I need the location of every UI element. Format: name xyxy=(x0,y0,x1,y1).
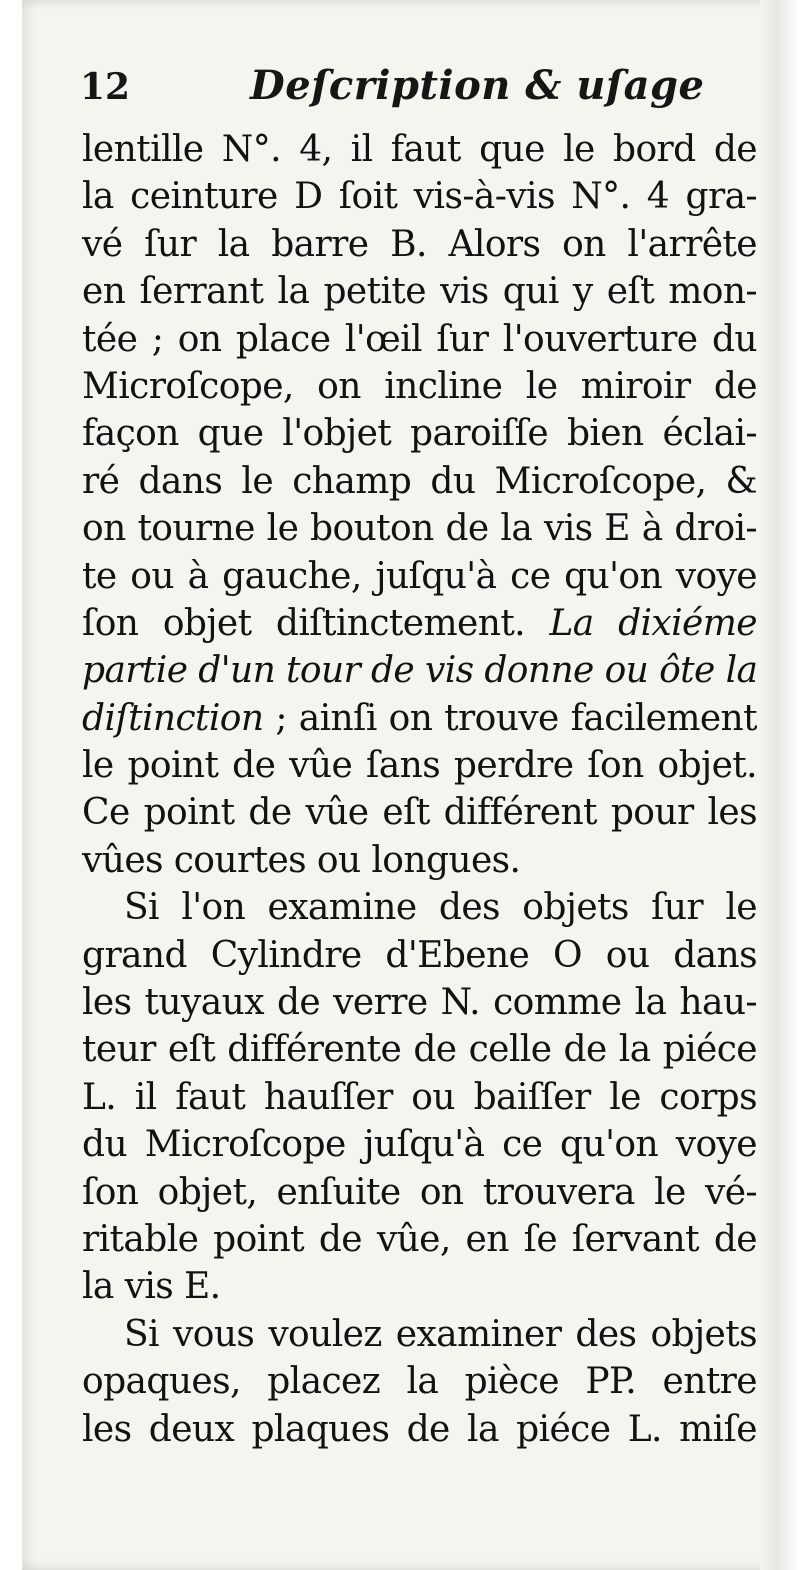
book-page xyxy=(22,0,782,1570)
text-line: en ſerrant la petite vis qui y eſt mon- xyxy=(82,271,757,313)
text-line: le point de vûe ſans perdre ſon objet. xyxy=(82,745,757,787)
italic-text: partie d'un tour de vis donne ou ôte la xyxy=(82,650,757,692)
italic-text: La dixiéme xyxy=(549,602,757,644)
page-edge xyxy=(760,0,800,1570)
text-line: la vis E. xyxy=(82,1266,221,1308)
text-line: façon que l'objet paroiſſe bien éclai- xyxy=(82,413,757,455)
text-line: ſon objet diſtinctement. La dixiéme xyxy=(82,602,757,644)
page-number: 12 xyxy=(80,66,131,108)
text-line: Si vous voulez examiner des objets xyxy=(124,1313,757,1355)
text-line: vé ſur la barre B. Alors on l'arrête xyxy=(82,223,757,265)
text-line: ritable point de vûe, en ſe ſervant de xyxy=(82,1218,757,1260)
text-line: ſon objet, enſuite on trouvera le vé- xyxy=(82,1171,757,1213)
text-line: grand Cylindre d'Ebene O ou dans xyxy=(82,934,757,976)
text-line: Microſcope, on incline le miroir de xyxy=(82,365,757,407)
running-head-title: Deſcription & uſage xyxy=(250,62,705,109)
body-text xyxy=(82,126,757,1453)
text-line: L. il faut hauſſer ou baiſſer le corps xyxy=(82,1076,757,1118)
text-line: lentille N°. 4, il faut que le bord de xyxy=(82,129,757,170)
text-line: les deux plaques de la piéce L. miſe xyxy=(82,1408,757,1450)
italic-text: diſtinction xyxy=(82,697,264,739)
text-line: tée ; on place l'œil ſur l'ouverture du xyxy=(82,318,757,360)
text-line: te ou à gauche, juſqu'à ce qu'on voye xyxy=(82,555,757,597)
text-line: vûes courtes ou longues. xyxy=(82,839,521,881)
text-line: Si l'on examine des objets ſur le xyxy=(124,887,757,929)
text-line: on tourne le bouton de la vis E à droi- xyxy=(82,508,757,550)
text-line: du Microſcope juſqu'à ce qu'on voye xyxy=(82,1124,757,1166)
text-line: les tuyaux de verre N. comme la hau- xyxy=(82,982,757,1024)
running-head xyxy=(80,62,760,122)
text-line: ré dans le champ du Microſcope, & xyxy=(82,460,757,502)
text-line: teur eſt différente de celle de la piéce xyxy=(82,1029,757,1071)
text-line: Ce point de vûe eſt différent pour les xyxy=(82,792,757,834)
text-line: opaques, placez la pièce PP. entre xyxy=(82,1361,757,1403)
text-line: diſtinction ; ainſi on trouve facilement xyxy=(82,697,757,739)
text-line xyxy=(82,647,757,694)
text-line: la ceinture D ſoit vis-à-vis N°. 4 gra- xyxy=(82,176,757,218)
